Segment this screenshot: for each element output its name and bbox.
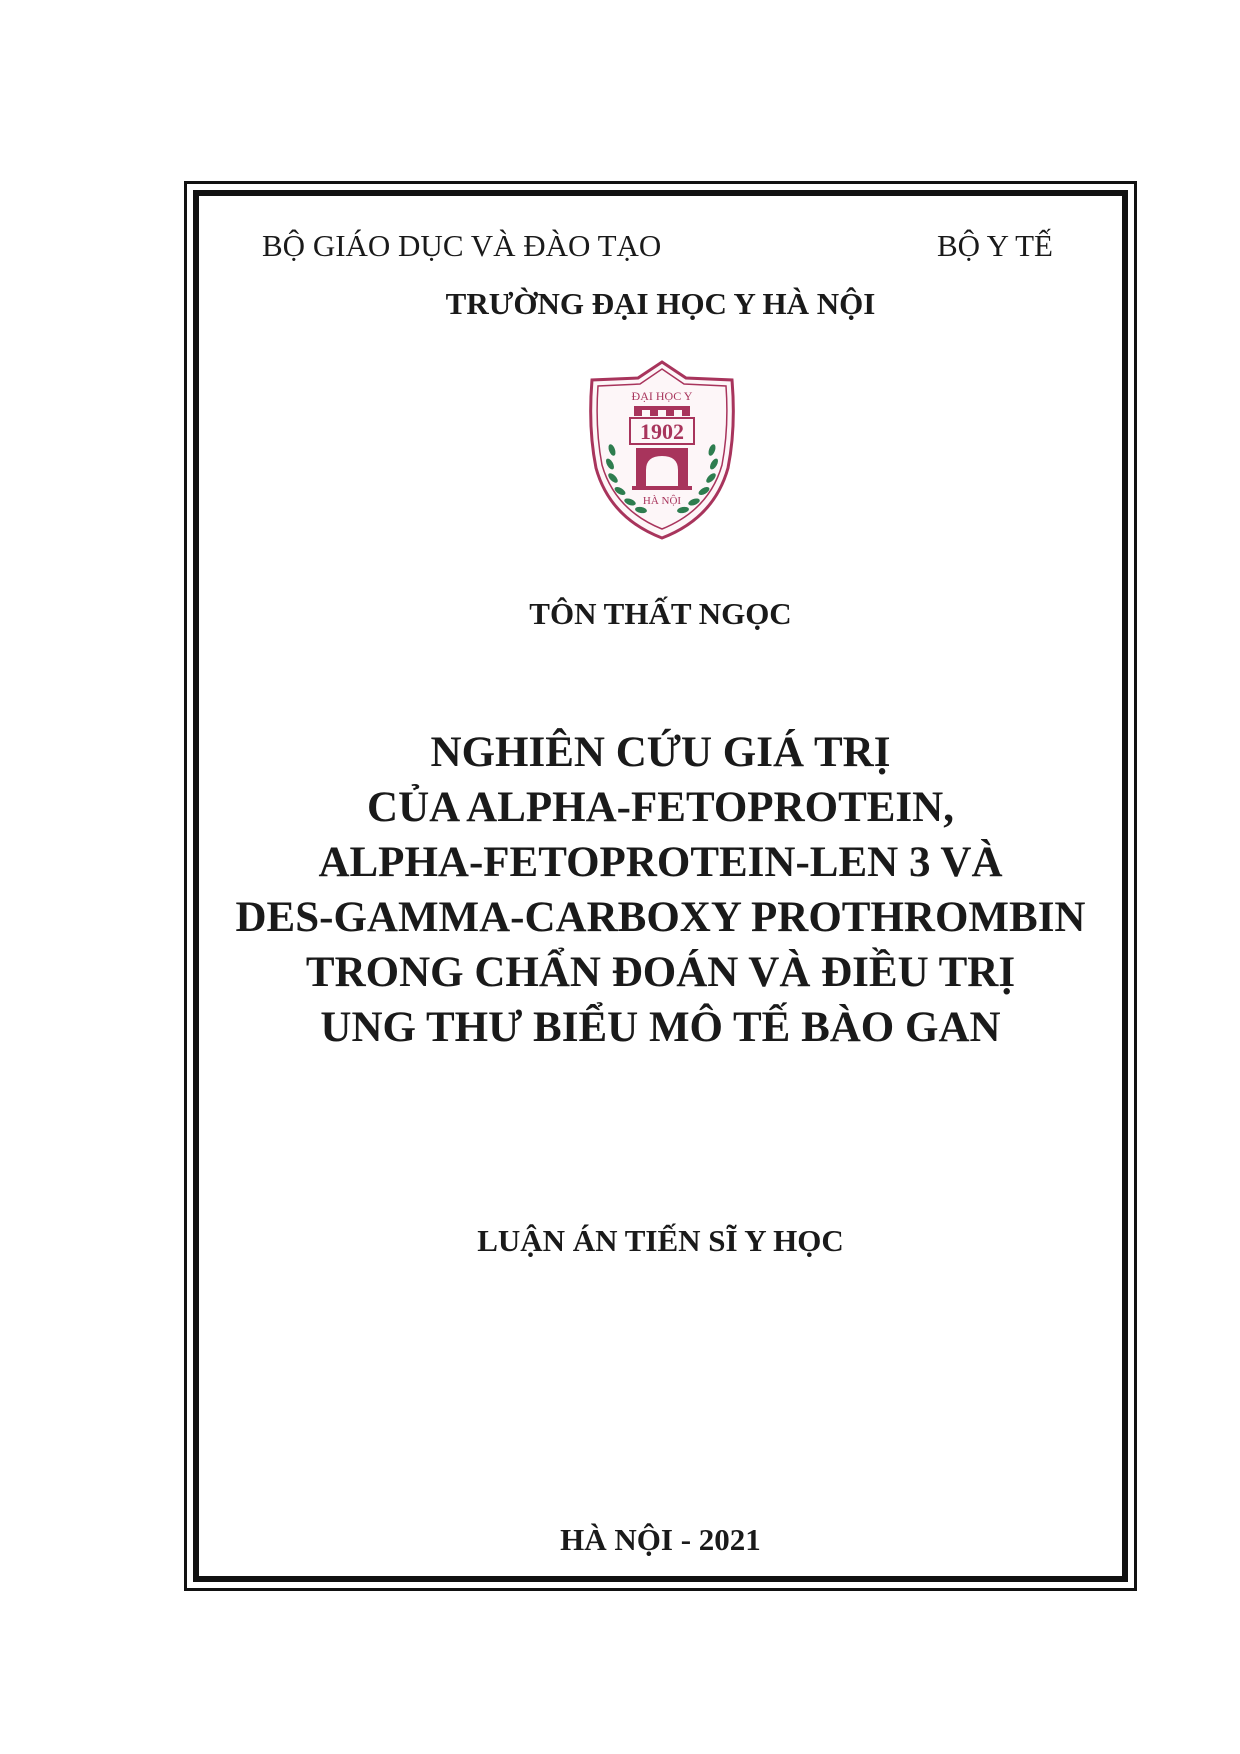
title-line: TRONG CHẨN ĐOÁN VÀ ĐIỀU TRỊ <box>305 949 1016 996</box>
logo-top-text: ĐẠI HỌC Y <box>631 389 693 403</box>
title-line: ALPHA-FETOPROTEIN-LEN 3 VÀ <box>318 839 1003 886</box>
thesis-title <box>193 725 1128 1055</box>
ministry-health: BỘ Y TẾ <box>937 228 1053 263</box>
ministry-education: BỘ GIÁO DỤC VÀ ĐÀO TẠO <box>262 228 662 263</box>
title-line: NGHIÊN CỨU GIÁ TRỊ <box>430 729 891 776</box>
logo-bottom-text: HÀ NỘI <box>642 495 682 507</box>
title-line: DES-GAMMA-CARBOXY PROTHROMBIN <box>235 894 1086 941</box>
title-line: UNG THƯ BIỂU MÔ TẾ BÀO GAN <box>320 1004 1001 1051</box>
logo-year: 1902 <box>640 419 684 444</box>
author-name: TÔN THẤT NGỌC <box>529 596 792 631</box>
university-name: TRƯỜNG ĐẠI HỌC Y HÀ NỘI <box>445 286 876 321</box>
place-year: HÀ NỘI - 2021 <box>560 1522 761 1557</box>
degree-type: LUẬN ÁN TIẾN SĨ Y HỌC <box>477 1223 844 1258</box>
title-line: CỦA ALPHA-FETOPROTEIN, <box>367 784 954 831</box>
university-logo <box>586 358 738 542</box>
